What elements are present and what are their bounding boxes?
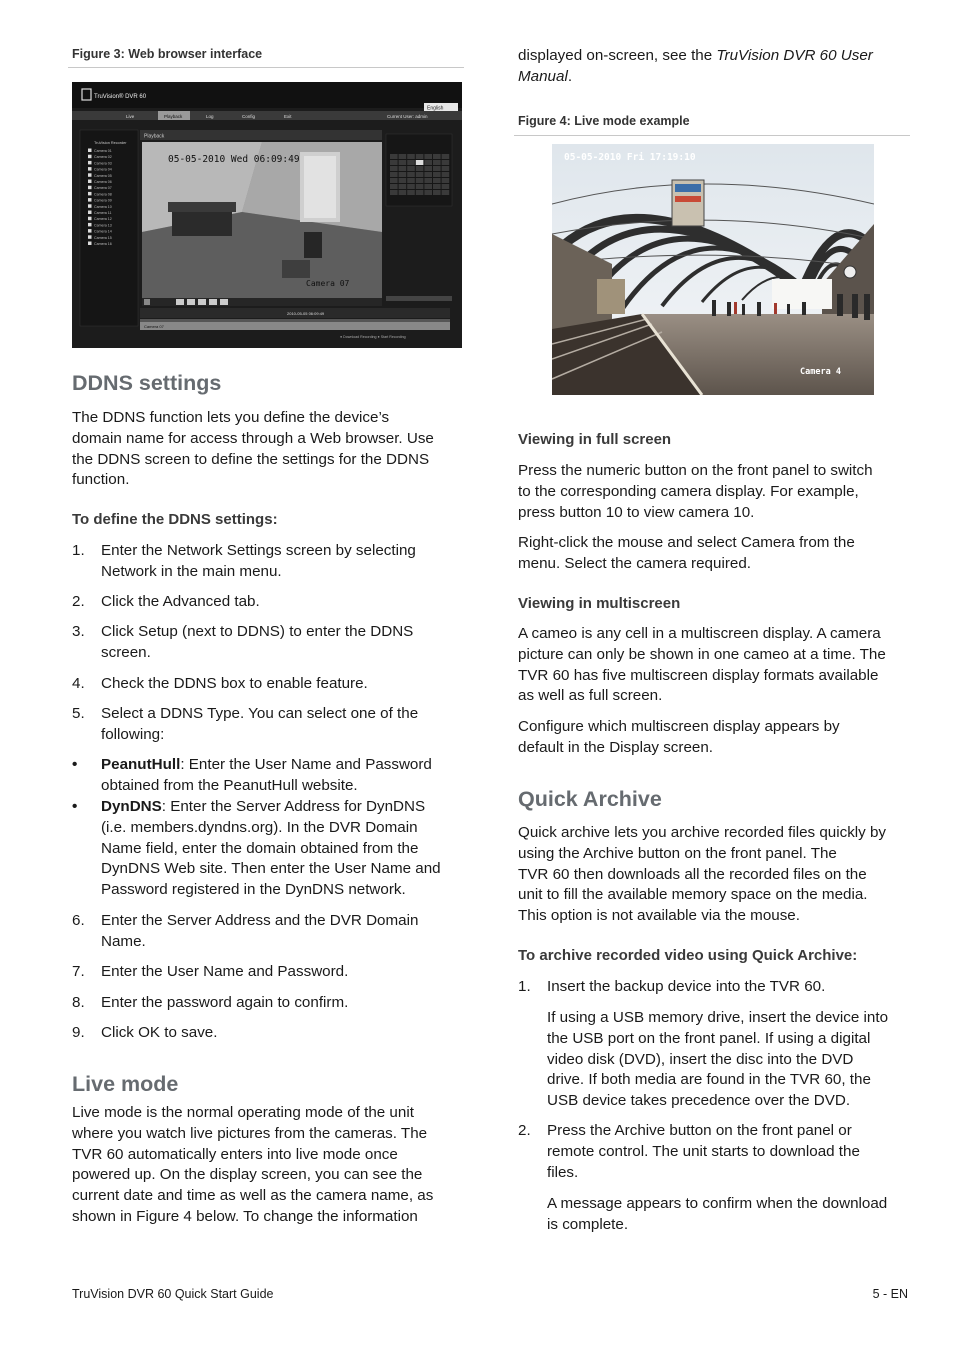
live-mode-text: Live mode is the normal operating mode of the unit where you watch live pictures from the cameras. The TVR 60 automatically enters into live mode once powered up. On the display screen, you can see the current date and time as well as the camera name, as shown in Figure 4 below. To change the information [72, 1104, 434, 1225]
calendar-day[interactable] [416, 166, 424, 171]
timeline-label: 2010-05-05 06:09:49 [287, 311, 325, 316]
calendar-day[interactable] [407, 166, 415, 171]
calendar-day[interactable] [399, 166, 407, 171]
timeline-camera: Camera 07 [144, 324, 164, 329]
calendar-day[interactable] [390, 154, 398, 159]
calendar-day[interactable] [407, 184, 415, 189]
calendar-day[interactable] [433, 154, 441, 159]
full-screen-text-2: Right-click the mouse and select Camera from the menu. Select the camera required. [518, 534, 855, 572]
calendar-day[interactable] [424, 154, 432, 159]
calendar-day[interactable] [433, 178, 441, 183]
figure-4-live-mode [552, 144, 874, 395]
live-mode-continuation: displayed on-screen, see the TruVision DVR 60 User Manual. [518, 47, 873, 85]
calendar-day[interactable] [442, 172, 450, 177]
calendar-day[interactable] [390, 184, 398, 189]
calendar-day[interactable] [407, 172, 415, 177]
calendar-day[interactable] [390, 172, 398, 177]
calendar-day[interactable] [433, 166, 441, 171]
camera-checkbox[interactable] [88, 161, 92, 165]
calendar-day[interactable] [424, 184, 432, 189]
current-user: Current User: admin [387, 114, 428, 119]
multiscreen-text-2: Configure which multiscreen display appears by default in the Display screen. [518, 718, 840, 756]
camera-checkbox[interactable] [88, 229, 92, 233]
calendar-day[interactable] [424, 160, 432, 165]
calendar-day[interactable] [390, 190, 398, 195]
calendar-day[interactable] [416, 184, 424, 189]
calendar-day[interactable] [442, 178, 450, 183]
caption-rule [68, 67, 464, 68]
camera-tree-item[interactable]: Camera 15 [94, 235, 112, 240]
live-mode-heading: Live mode [72, 1072, 179, 1096]
ddns-subheading: To define the DDNS settings: [72, 511, 278, 528]
camera-tree-item[interactable]: Camera 09 [94, 198, 112, 203]
calendar-day[interactable] [416, 178, 424, 183]
calendar-day[interactable] [424, 172, 432, 177]
menu-live[interactable]: Live [126, 114, 135, 119]
page-number: 5 - EN [872, 1287, 908, 1301]
camera-checkbox[interactable] [88, 192, 92, 196]
quick-archive-subheading: To archive recorded video using Quick Archive: [518, 947, 858, 964]
camera-checkbox[interactable] [88, 155, 92, 159]
figure-3-caption: Figure 3: Web browser interface [72, 47, 263, 61]
calendar-day[interactable] [399, 178, 407, 183]
footer-title: TruVision DVR 60 Quick Start Guide [72, 1287, 274, 1301]
calendar-day[interactable] [416, 172, 424, 177]
web-interface-screenshot [72, 82, 462, 348]
menu-config[interactable]: Config [242, 114, 256, 119]
calendar-day[interactable] [433, 190, 441, 195]
camera-tree-item[interactable]: Camera 01 [94, 149, 112, 153]
menu-playback[interactable]: Playback [164, 114, 183, 119]
caption-rule [514, 135, 910, 136]
calendar-day[interactable] [399, 172, 407, 177]
live-timestamp: 05-05-2010 Fri 17:19:10 [564, 152, 696, 163]
calendar-day[interactable] [424, 166, 432, 171]
camera-tree-item[interactable]: Camera 02 [94, 155, 112, 160]
footer-links[interactable]: ● Download Recording ● Start Recording [340, 335, 406, 339]
calendar-day[interactable] [442, 160, 450, 165]
full-screen-text: Press the numeric button on the front panel to switch to the corresponding camera display. For example, press button 10 to view camera 10. [518, 462, 873, 521]
menu-log[interactable]: Log [206, 114, 214, 119]
calendar-day[interactable] [433, 184, 441, 189]
calendar-day[interactable] [416, 154, 424, 159]
quick-archive-heading: Quick Archive [518, 787, 662, 811]
calendar-day[interactable] [424, 190, 432, 195]
playback-panel-title: Playback [144, 133, 165, 140]
menu-exit[interactable]: Exit [284, 114, 292, 119]
camera-tree-item[interactable]: Camera 11 [94, 211, 112, 215]
camera-tree-item[interactable]: Camera 07 [94, 186, 112, 191]
calendar-day[interactable] [407, 154, 415, 159]
calendar-day[interactable] [424, 178, 432, 183]
camera-tree-item[interactable]: Camera 06 [94, 180, 112, 184]
camera-tree-item[interactable]: Camera 03 [94, 161, 112, 166]
calendar-day[interactable] [407, 160, 415, 165]
calendar-day[interactable] [442, 166, 450, 171]
calendar-day[interactable] [442, 154, 450, 159]
video-timestamp: 05-05-2010 Wed 06:09:49 [168, 154, 300, 165]
calendar-day[interactable] [442, 184, 450, 189]
camera-tree-item[interactable]: Camera 05 [94, 173, 112, 178]
camera-tree-item[interactable]: Camera 13 [94, 223, 112, 228]
calendar-day[interactable] [399, 160, 407, 165]
multiscreen-subheading: Viewing in multiscreen [518, 595, 681, 612]
ddns-heading: DDNS settings [72, 371, 222, 395]
camera-checkbox[interactable] [88, 180, 92, 184]
calendar-day[interactable] [390, 178, 398, 183]
camera-checkbox[interactable] [88, 242, 92, 246]
camera-checkbox[interactable] [88, 198, 92, 202]
figure-4-caption: Figure 4: Live mode example [518, 114, 690, 128]
tree-title: TruVision Recorder [94, 141, 127, 145]
ddns-intro: The DDNS function lets you define the device’s domain name for access through a Web browser. Use the DDNS screen to define the settings for the DDNS function. [72, 409, 434, 489]
calendar-day[interactable] [390, 160, 398, 165]
camera-tree-item[interactable]: Camera 16 [94, 242, 112, 246]
camera-checkbox[interactable] [88, 173, 92, 177]
camera-tree-item[interactable]: Camera 14 [94, 229, 112, 234]
camera-checkbox[interactable] [88, 204, 92, 208]
calendar-day[interactable] [442, 190, 450, 195]
camera-tree-item[interactable]: Camera 10 [94, 204, 112, 209]
video-camera-label: Camera 07 [306, 279, 350, 288]
live-mode-camera-image [552, 144, 874, 395]
calendar-day[interactable] [399, 154, 407, 159]
camera-tree-item[interactable]: Camera 08 [94, 192, 112, 197]
calendar-day[interactable] [407, 190, 415, 195]
quick-archive-text: Quick archive lets you archive recorded files quickly by using the Archive button on the front panel. The TVR 60 then downloads all the recorded files on the unit to fill the available memory space on the media. This option is not available via the mouse. [518, 824, 887, 925]
calendar-day[interactable] [399, 190, 407, 195]
qa-step-1-detail: If using a USB memory drive, insert the device into the USB port on the front panel. If using a digital video disk (DVD), insert the disc into the DVD drive. If both media are found in the TVR 60, the USB device takes precedence over the DVD. [547, 1009, 889, 1110]
calendar-day[interactable] [390, 166, 398, 171]
camera-checkbox[interactable] [88, 186, 92, 190]
calendar-grid[interactable] [390, 154, 449, 195]
calendar-day[interactable] [416, 160, 424, 165]
camera-tree-item[interactable]: Camera 12 [94, 217, 112, 222]
live-camera-label: Camera 4 [800, 367, 841, 377]
calendar-day[interactable] [433, 172, 441, 177]
camera-checkbox[interactable] [88, 149, 92, 153]
camera-checkbox[interactable] [88, 235, 92, 239]
camera-checkbox[interactable] [88, 223, 92, 227]
calendar-day[interactable] [416, 190, 424, 195]
camera-checkbox[interactable] [88, 217, 92, 221]
camera-checkbox[interactable] [88, 167, 92, 171]
camera-checkbox[interactable] [88, 211, 92, 215]
language-select[interactable]: English [427, 105, 444, 112]
multiscreen-text: A cameo is any cell in a multiscreen display. A camera picture can only be shown in one cameo at a time. The TVR 60 has five multiscreen display formats available as well as full screen. [518, 625, 886, 705]
calendar-day[interactable] [407, 178, 415, 183]
calendar-day[interactable] [399, 184, 407, 189]
figure-3-web-interface [72, 82, 462, 348]
qa-step-2-detail: A message appears to confirm when the download is complete. [547, 1195, 888, 1233]
brand-label: TruVision® DVR 60 [94, 94, 147, 100]
camera-tree-item[interactable]: Camera 04 [94, 167, 112, 172]
calendar-day[interactable] [433, 160, 441, 165]
full-screen-subheading: Viewing in full screen [518, 431, 672, 448]
